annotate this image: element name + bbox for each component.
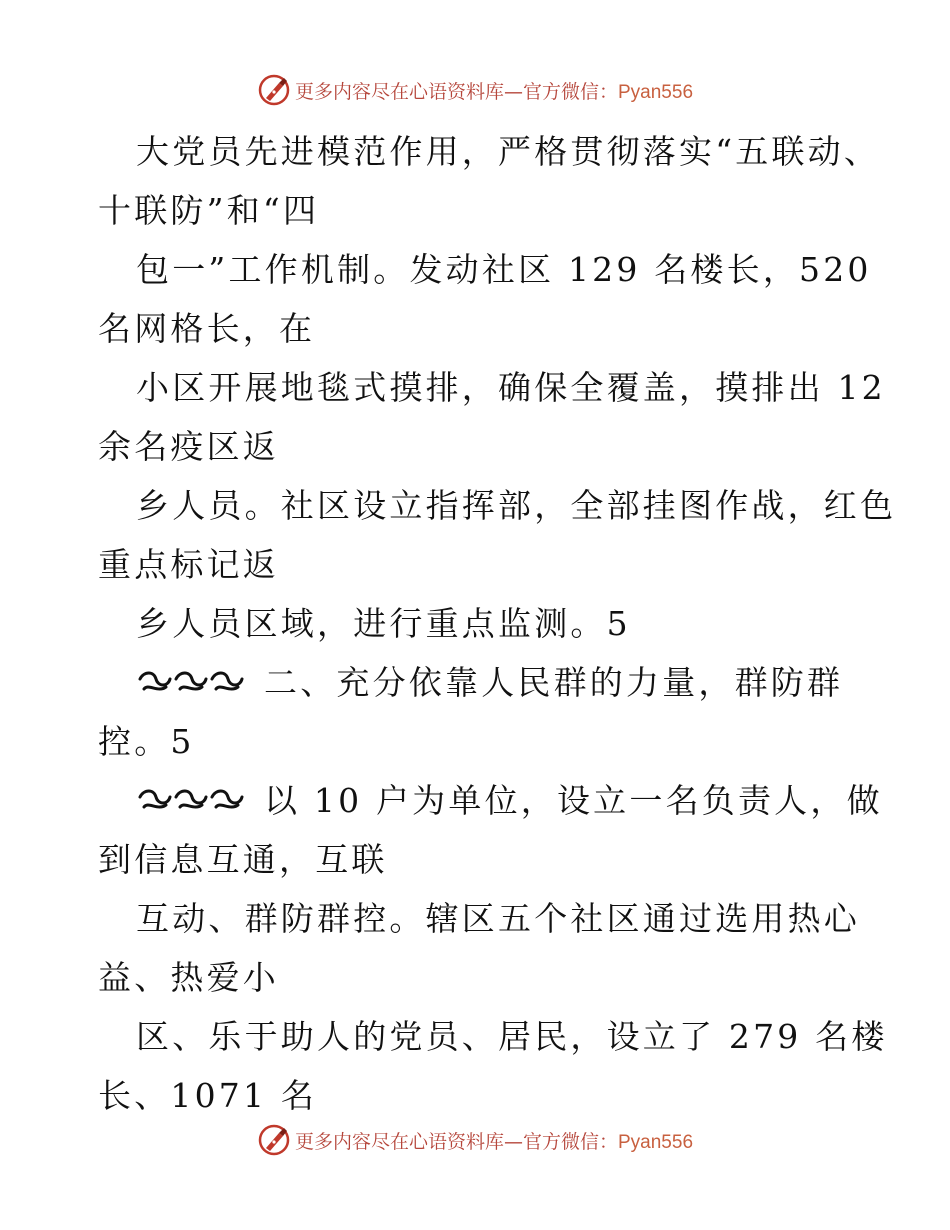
banner-account-id: Pyan556: [618, 1131, 694, 1153]
body-line: 控。5: [98, 722, 195, 761]
banner-dash: —: [503, 1130, 523, 1153]
banner-official-label: 官方微信：: [522, 1130, 618, 1153]
body-line: 余名疫区返: [98, 427, 279, 466]
banner-dash: —: [503, 80, 523, 103]
body-line: 十联防”和“四: [98, 191, 320, 230]
body-line: 大党员先进模范作用，严格贯彻落实“五联动、: [136, 132, 881, 171]
decorative-scroll-icon: [136, 667, 246, 697]
body-line: 互动、群防群控。辖区五个社区通过选用热心: [136, 899, 860, 938]
header-banner-text: [295, 77, 693, 104]
body-line: 到信息互通，互联: [98, 840, 388, 879]
document-body: [98, 122, 897, 1125]
footer-banner-text: [295, 1127, 693, 1154]
header-banner: [0, 70, 950, 110]
decorative-scroll-icon: [136, 785, 246, 815]
banner-main-text: 更多内容尽在心语资料库: [294, 80, 504, 103]
body-line: 包一”工作机制。发动社区 129 名楼长，520: [136, 250, 872, 289]
body-line: 乡人员区域，进行重点监测。5: [136, 604, 631, 643]
body-line-text: 以 10 户为单位，设立一名负责人，做: [264, 781, 883, 820]
banner-account-id: Pyan556: [618, 81, 694, 103]
body-line: 名网格长，在: [98, 309, 316, 348]
body-line: 长、1071 名: [98, 1076, 318, 1115]
body-line-with-ornament: [98, 771, 883, 830]
banner-main-text: 更多内容尽在心语资料库: [294, 1130, 504, 1153]
footer-banner: [0, 1120, 950, 1160]
body-line-text: 二、充分依靠人民群的力量，群防群: [264, 663, 844, 702]
body-line-with-ornament: [98, 653, 868, 712]
body-line: 乡人员。社区设立指挥部，全部挂图作战，红色: [136, 486, 897, 525]
fountain-pen-logo-icon: [257, 1123, 291, 1157]
body-line: 益、热爱小: [98, 958, 279, 997]
body-line: 重点标记返: [98, 545, 279, 584]
body-line: 小区开展地毯式摸排，确保全覆盖，摸排出 12: [136, 368, 886, 407]
body-line: 区、乐于助人的党员、居民，设立了 279 名楼: [136, 1017, 888, 1056]
banner-official-label: 官方微信：: [522, 80, 618, 103]
fountain-pen-logo-icon: [257, 73, 291, 107]
